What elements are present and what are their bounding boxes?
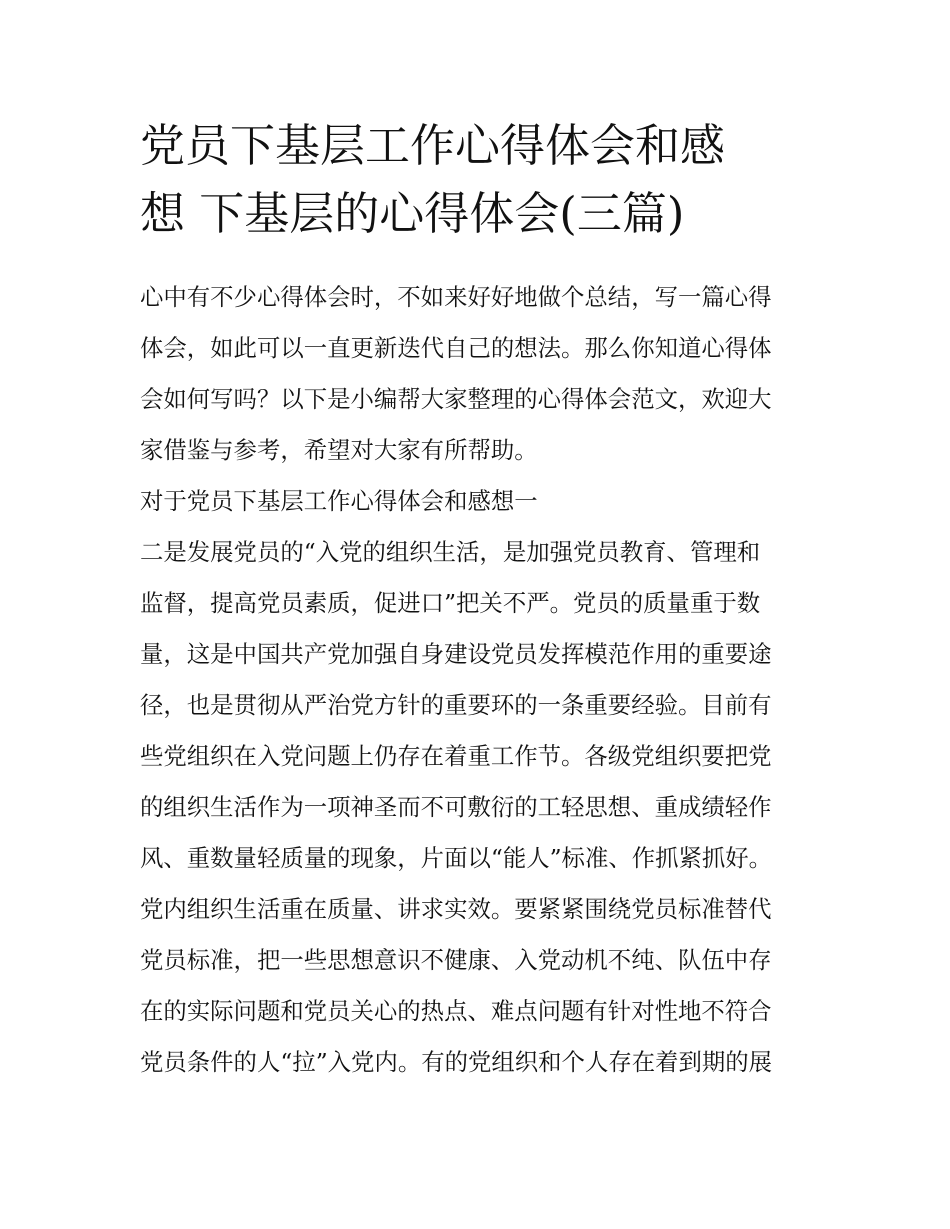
body-line: 径，也是贯彻从严治党方针的重要环的一条重要经验。目前有 bbox=[140, 691, 772, 719]
title-line-2: 想 下基层的心得体会(三篇) bbox=[140, 187, 685, 240]
intro-line: 家借鉴与参考，希望对大家有所帮助。 bbox=[140, 436, 538, 464]
body-line: 党内组织生活重在质量、讲求实效。要紧紧围绕党员标准替代 bbox=[140, 895, 772, 923]
body-line: 的组织生活作为一项神圣而不可敷衍的工轻思想、重成绩轻作 bbox=[140, 793, 772, 821]
intro-paragraph bbox=[140, 272, 812, 476]
document-content bbox=[140, 112, 812, 1088]
body-line: 监督，提高党员素质，促进口”把关不严。党员的质量重于数 bbox=[140, 589, 761, 617]
document-title bbox=[140, 112, 812, 248]
document-body bbox=[140, 272, 812, 1088]
body-line: 量，这是中国共产党加强自身建设党员发挥模范作用的重要途 bbox=[140, 640, 772, 668]
intro-line: 体会，如此可以一直更新迭代自己的想法。那么你知道心得体 bbox=[140, 334, 772, 362]
body-line: 风、重数量轻质量的现象，片面以“能人”标准、作抓紧抓好。 bbox=[140, 844, 773, 872]
intro-line: 心中有不少心得体会时，不如来好好地做个总结，写一篇心得 bbox=[140, 283, 772, 311]
body-line: 在的实际问题和党员关心的热点、难点问题有针对性地不符合 bbox=[140, 997, 772, 1025]
body-line: 党员条件的人“拉”入党内。有的党组织和个人存在着到期的展 bbox=[140, 1048, 773, 1076]
body-line: 二是发展党员的“入党的组织生活，是加强党员教育、管理和 bbox=[140, 538, 761, 566]
body-paragraph bbox=[140, 527, 812, 1088]
body-line: 党员标准，把一些思想意识不健康、入党动机不纯、队伍中存 bbox=[140, 946, 772, 974]
intro-line: 会如何写吗？以下是小编帮大家整理的心得体会范文，欢迎大 bbox=[140, 385, 772, 413]
body-line: 些党组织在入党问题上仍存在着重工作节。各级党组织要把党 bbox=[140, 742, 772, 770]
section-heading: 对于党员下基层工作心得体会和感想一 bbox=[140, 487, 538, 515]
title-line-1: 党员下基层工作心得体会和感 bbox=[140, 119, 726, 172]
